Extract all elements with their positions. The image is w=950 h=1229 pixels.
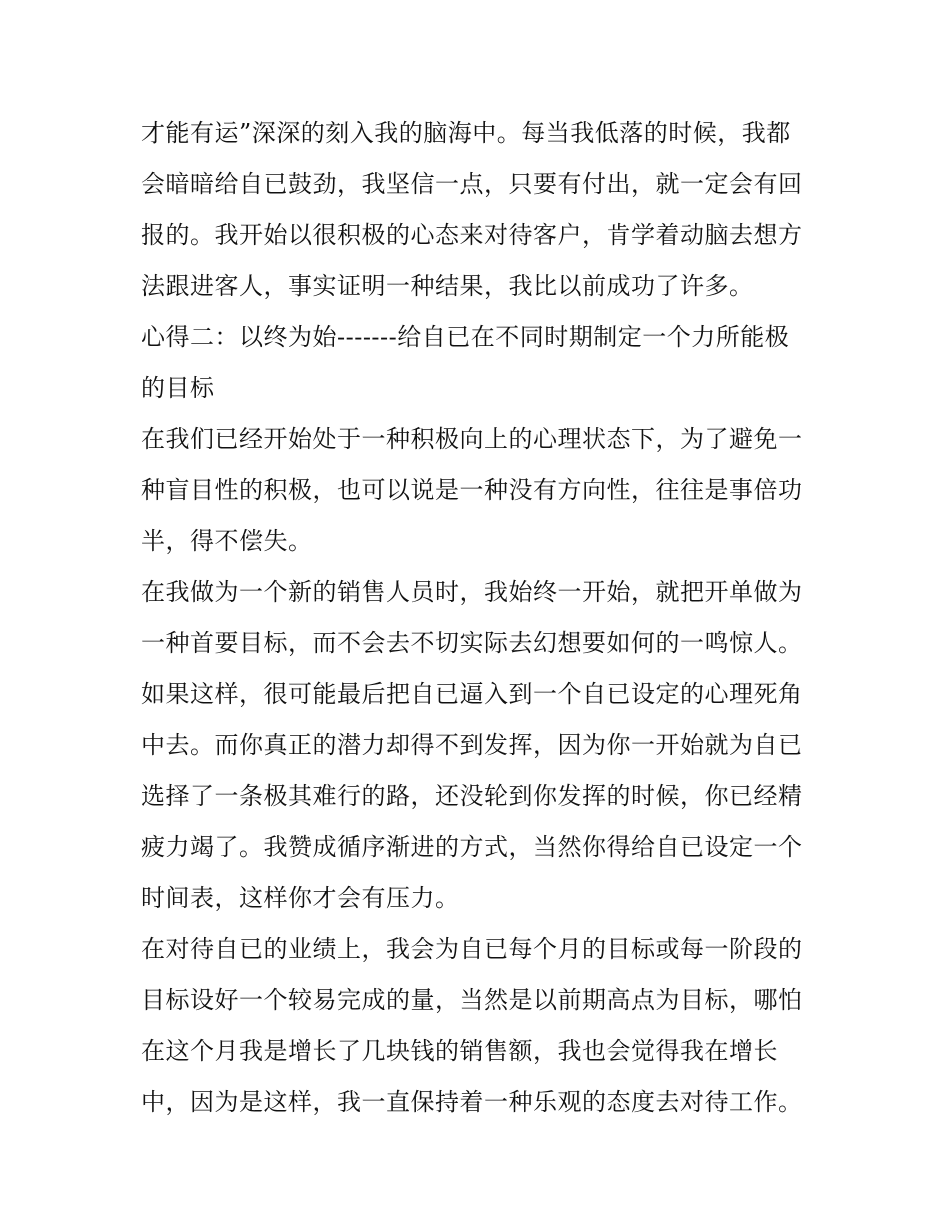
text-line: 如果这样，很可能最后把自已逼入到一个自已设定的心理死角 [141, 680, 803, 708]
section-heading-line: 的目标 [141, 374, 215, 402]
text-line: 在我做为一个新的销售人员时，我始终一开始，就把开单做为 [141, 578, 803, 606]
text-line: 报的。我开始以很积极的心态来对待客户，肯学着动脑去想方 [141, 221, 803, 249]
text-line: 疲力竭了。我赞成循序渐进的方式，当然你得给自已设定一个 [141, 833, 803, 861]
body-text [141, 108, 821, 1128]
text-line: 选择了一条极其难行的路，还没轮到你发挥的时候，你已经精 [141, 782, 803, 810]
text-line: 法跟进客人，事实证明一种结果，我比以前成功了许多。 [141, 272, 754, 300]
text-line: 中去。而你真正的潜力却得不到发挥，因为你一开始就为自已 [141, 731, 803, 759]
text-line: 会暗暗给自已鼓劲，我坚信一点，只要有付出，就一定会有回 [141, 170, 803, 198]
section-heading-line: 心得二：以终为始-------给自已在不同时期制定一个力所能极 [141, 323, 790, 351]
text-line: 在对待自已的业绩上，我会为自已每个月的目标或每一阶段的 [141, 935, 803, 963]
text-line: 种盲目性的积极，也可以说是一种没有方向性，往往是事倍功 [141, 476, 803, 504]
text-line: 在我们已经开始处于一种积极向上的心理状态下，为了避免一 [141, 425, 803, 453]
text-line: 中，因为是这样，我一直保持着一种乐观的态度去对待工作。 [141, 1088, 803, 1116]
text-line: 一种首要目标，而不会去不切实际去幻想要如何的一鸣惊人。 [141, 629, 803, 657]
text-line: 时间表，这样你才会有压力。 [141, 884, 460, 912]
text-line: 目标设好一个较易完成的量，当然是以前期高点为目标，哪怕 [141, 986, 803, 1014]
text-line: 在这个月我是增长了几块钱的销售额，我也会觉得我在增长 [141, 1037, 778, 1065]
text-line: 才能有运”深深的刻入我的脑海中。每当我低落的时候，我都 [141, 119, 791, 147]
text-line: 半，得不偿失。 [141, 527, 313, 555]
